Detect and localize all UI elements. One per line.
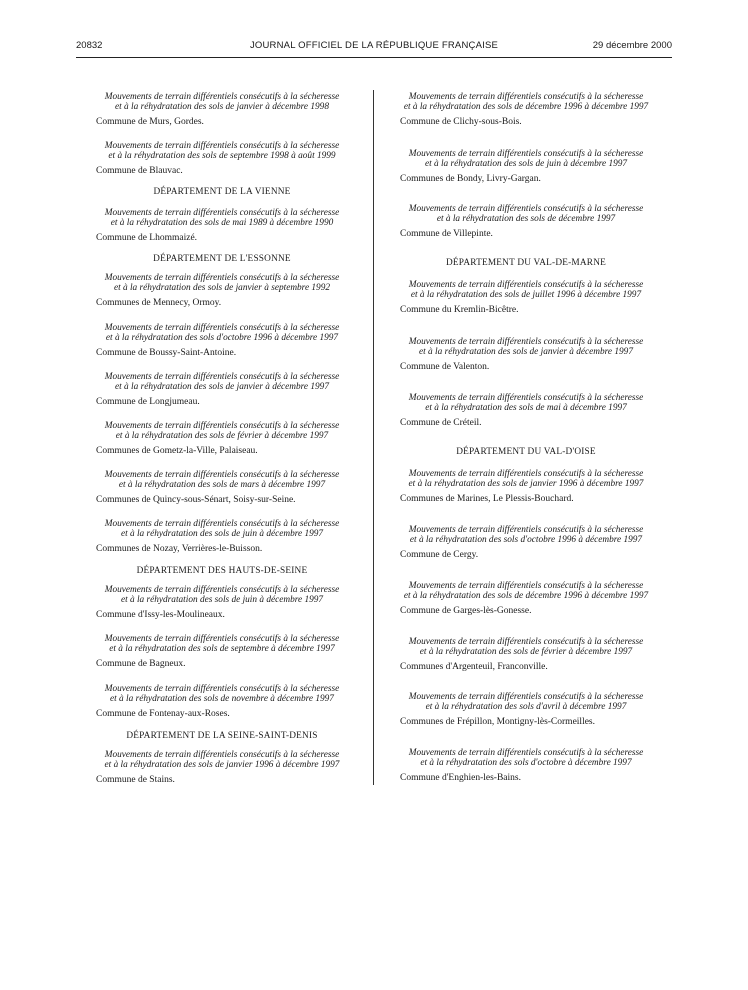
decree-entry (380, 469, 672, 505)
decree-description: Mouvements de terrain différentiels consécutifs à la sécheresse et à la réhydratation des sols de janvier 1996 à décembre 1997 (408, 469, 644, 489)
commune-list: Communes de Frépillon, Montigny-lès-Cormeilles. (400, 717, 595, 727)
decree-entry (76, 634, 368, 670)
decree-entry (76, 470, 368, 506)
commune-list: Commune de Cergy. (400, 550, 479, 560)
decree-entry (76, 372, 368, 408)
decree-entry (380, 637, 672, 673)
decree-description: Mouvements de terrain différentiels consécutifs à la sécheresse et à la réhydratation des sols de janvier à décembre 1998 (104, 92, 340, 112)
decree-entry (380, 748, 672, 784)
commune-list: Commune de Garges-lès-Gonesse. (400, 606, 532, 616)
department-heading: DÉPARTEMENT DE L'ESSONNE (153, 254, 291, 264)
commune-list: Commune de Bagneux. (96, 659, 186, 669)
decree-description: Mouvements de terrain différentiels consécutifs à la sécheresse et à la réhydratation des sols de janvier à décembre 1997 (408, 337, 644, 357)
decree-description: Mouvements de terrain différentiels consécutifs à la sécheresse et à la réhydratation des sols de janvier 1996 à décembre 1997 (104, 750, 340, 770)
department-heading: DÉPARTEMENT DES HAUTS-DE-SEINE (136, 566, 308, 576)
decree-description: Mouvements de terrain différentiels consécutifs à la sécheresse et à la réhydratation des sols de décembre 1996 à décembre 1997 (403, 92, 649, 112)
decree-entry (76, 92, 368, 128)
decree-description: Mouvements de terrain différentiels consécutifs à la sécheresse et à la réhydratation des sols de février à décembre 1997 (408, 637, 644, 657)
decree-description: Mouvements de terrain différentiels consécutifs à la sécheresse et à la réhydratation des sols de janvier à décembre 1997 (104, 372, 340, 392)
decree-entry (76, 519, 368, 555)
commune-list: Communes de Bondy, Livry-Gargan. (400, 174, 541, 184)
decree-description: Mouvements de terrain différentiels consécutifs à la sécheresse et à la réhydratation des sols de juillet 1996 à décembre 1997 (408, 280, 644, 300)
decree-description: Mouvements de terrain différentiels consécutifs à la sécheresse et à la réhydratation des sols de novembre à décembre 1997 (104, 684, 340, 704)
decree-entry (380, 393, 672, 429)
page-number: 20832 (76, 40, 103, 51)
commune-list: Communes d'Argenteuil, Franconville. (400, 662, 548, 672)
decree-description: Mouvements de terrain différentiels consécutifs à la sécheresse et à la réhydratation des sols d'avril à décembre 1997 (408, 692, 644, 712)
commune-list: Commune de Lhommaizé. (96, 233, 198, 243)
decree-description: Mouvements de terrain différentiels consécutifs à la sécheresse et à la réhydratation des sols de septembre à décembre 1997 (104, 634, 340, 654)
department-heading: DÉPARTEMENT DE LA SEINE-SAINT-DENIS (126, 731, 318, 741)
decree-entry (380, 525, 672, 561)
decree-entry (76, 141, 368, 177)
decree-entry (76, 684, 368, 720)
header-rule (76, 57, 672, 58)
decree-description: Mouvements de terrain différentiels consécutifs à la sécheresse et à la réhydratation des sols de mai à décembre 1997 (408, 393, 644, 413)
decree-description: Mouvements de terrain différentiels consécutifs à la sécheresse et à la réhydratation des sols de juin à décembre 1997 (408, 149, 644, 169)
decree-description: Mouvements de terrain différentiels consécutifs à la sécheresse et à la réhydratation des sols de juin à décembre 1997 (104, 585, 340, 605)
decree-entry (380, 692, 672, 728)
decree-entry (76, 208, 368, 244)
commune-list: Commune d'Enghien-les-Bains. (400, 773, 521, 783)
decree-description: Mouvements de terrain différentiels consécutifs à la sécheresse et à la réhydratation des sols d'octobre à décembre 1997 (408, 748, 644, 768)
decree-entry (76, 273, 368, 309)
commune-list: Commune de Clichy-sous-Bois. (400, 117, 522, 127)
publication-date: 29 décembre 2000 (592, 40, 672, 51)
commune-list: Commune de Longjumeau. (96, 397, 200, 407)
commune-list: Commune de Stains. (96, 775, 175, 785)
commune-list: Communes de Mennecy, Ormoy. (96, 298, 222, 308)
commune-list: Commune de Valenton. (400, 362, 490, 372)
commune-list: Commune de Fontenay-aux-Roses. (96, 709, 230, 719)
commune-list: Commune de Créteil. (400, 418, 482, 428)
decree-description: Mouvements de terrain différentiels consécutifs à la sécheresse et à la réhydratation des sols de mars à décembre 1997 (104, 470, 340, 490)
commune-list: Commune de Murs, Gordes. (96, 117, 204, 127)
commune-list: Commune de Blauvac. (96, 166, 183, 176)
commune-list: Commune de Villepinte. (400, 229, 493, 239)
page-header (0, 40, 748, 54)
commune-list: Commune du Kremlin-Bicêtre. (400, 305, 519, 315)
department-heading: DÉPARTEMENT DE LA VIENNE (153, 187, 291, 197)
commune-list: Communes de Gometz-la-Ville, Palaiseau. (96, 446, 258, 456)
decree-entry (380, 92, 672, 128)
decree-entry (76, 421, 368, 457)
decree-entry (76, 323, 368, 359)
commune-list: Commune de Boussy-Saint-Antoine. (96, 348, 237, 358)
decree-description: Mouvements de terrain différentiels consécutifs à la sécheresse et à la réhydratation des sols de janvier à septembre 1992 (104, 273, 340, 293)
decree-description: Mouvements de terrain différentiels consécutifs à la sécheresse et à la réhydratation des sols d'octobre 1996 à décembre 1997 (408, 525, 644, 545)
decree-entry (76, 585, 368, 621)
decree-description: Mouvements de terrain différentiels consécutifs à la sécheresse et à la réhydratation des sols de juin à décembre 1997 (104, 519, 340, 539)
decree-description: Mouvements de terrain différentiels consécutifs à la sécheresse et à la réhydratation des sols de décembre 1996 à décembre 1997 (403, 581, 649, 601)
decree-entry (380, 581, 672, 617)
decree-description: Mouvements de terrain différentiels consécutifs à la sécheresse et à la réhydratation des sols de septembre 1998 à août 1999 (104, 141, 340, 161)
decree-entry (380, 204, 672, 240)
decree-entry (380, 337, 672, 373)
column-divider (373, 90, 374, 785)
decree-entry (380, 149, 672, 185)
decree-entry (380, 280, 672, 316)
commune-list: Communes de Marines, Le Plessis-Bouchard. (400, 494, 574, 504)
decree-description: Mouvements de terrain différentiels consécutifs à la sécheresse et à la réhydratation des sols d'octobre 1996 à décembre 1997 (104, 323, 340, 343)
department-heading: DÉPARTEMENT DU VAL-DE-MARNE (446, 258, 606, 268)
decree-description: Mouvements de terrain différentiels consécutifs à la sécheresse et à la réhydratation des sols de février à décembre 1997 (104, 421, 340, 441)
department-heading: DÉPARTEMENT DU VAL-D'OISE (456, 447, 596, 457)
journal-title: JOURNAL OFFICIEL DE LA RÉPUBLIQUE FRANÇAISE (249, 40, 499, 51)
decree-entry (76, 750, 368, 786)
commune-list: Commune d'Issy-les-Moulineaux. (96, 610, 225, 620)
decree-description: Mouvements de terrain différentiels consécutifs à la sécheresse et à la réhydratation des sols de décembre 1997 (408, 204, 644, 224)
commune-list: Communes de Nozay, Verrières-le-Buisson. (96, 544, 263, 554)
commune-list: Communes de Quincy-sous-Sénart, Soisy-sur-Seine. (96, 495, 296, 505)
decree-description: Mouvements de terrain différentiels consécutifs à la sécheresse et à la réhydratation des sols de mai 1989 à décembre 1990 (104, 208, 340, 228)
